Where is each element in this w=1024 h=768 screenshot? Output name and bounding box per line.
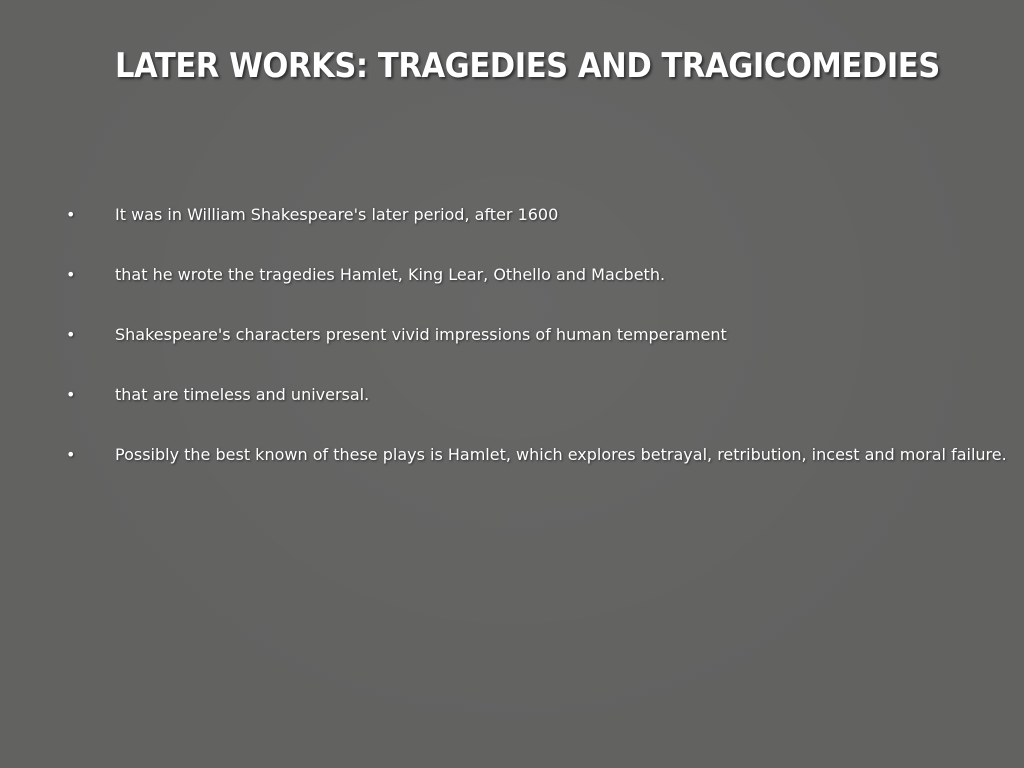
bullet-icon: • xyxy=(66,325,76,344)
bullet-icon: • xyxy=(66,445,76,464)
bullet-text: Shakespeare's characters present vivid impressions of human temperament xyxy=(115,325,727,344)
list-item xyxy=(0,256,1024,316)
list-item xyxy=(0,316,1024,376)
list-item xyxy=(0,376,1024,436)
bullet-text: that he wrote the tragedies Hamlet, King Lear, Othello and Macbeth. xyxy=(115,265,666,284)
bullet-text: It was in William Shakespeare's later period, after 1600 xyxy=(115,205,559,224)
bullet-list xyxy=(0,196,1024,496)
bullet-icon: • xyxy=(66,205,76,224)
list-item xyxy=(0,436,1024,496)
list-item xyxy=(0,196,1024,256)
slide-title: LATER WORKS: TRAGEDIES AND TRAGICOMEDIES xyxy=(115,46,940,86)
bullet-text: Possibly the best known of these plays is Hamlet, which explores betrayal, retribution, incest and moral failure. xyxy=(115,445,1007,464)
bullet-text: that are timeless and universal. xyxy=(115,385,370,404)
bullet-icon: • xyxy=(66,385,76,404)
bullet-icon: • xyxy=(66,265,76,284)
